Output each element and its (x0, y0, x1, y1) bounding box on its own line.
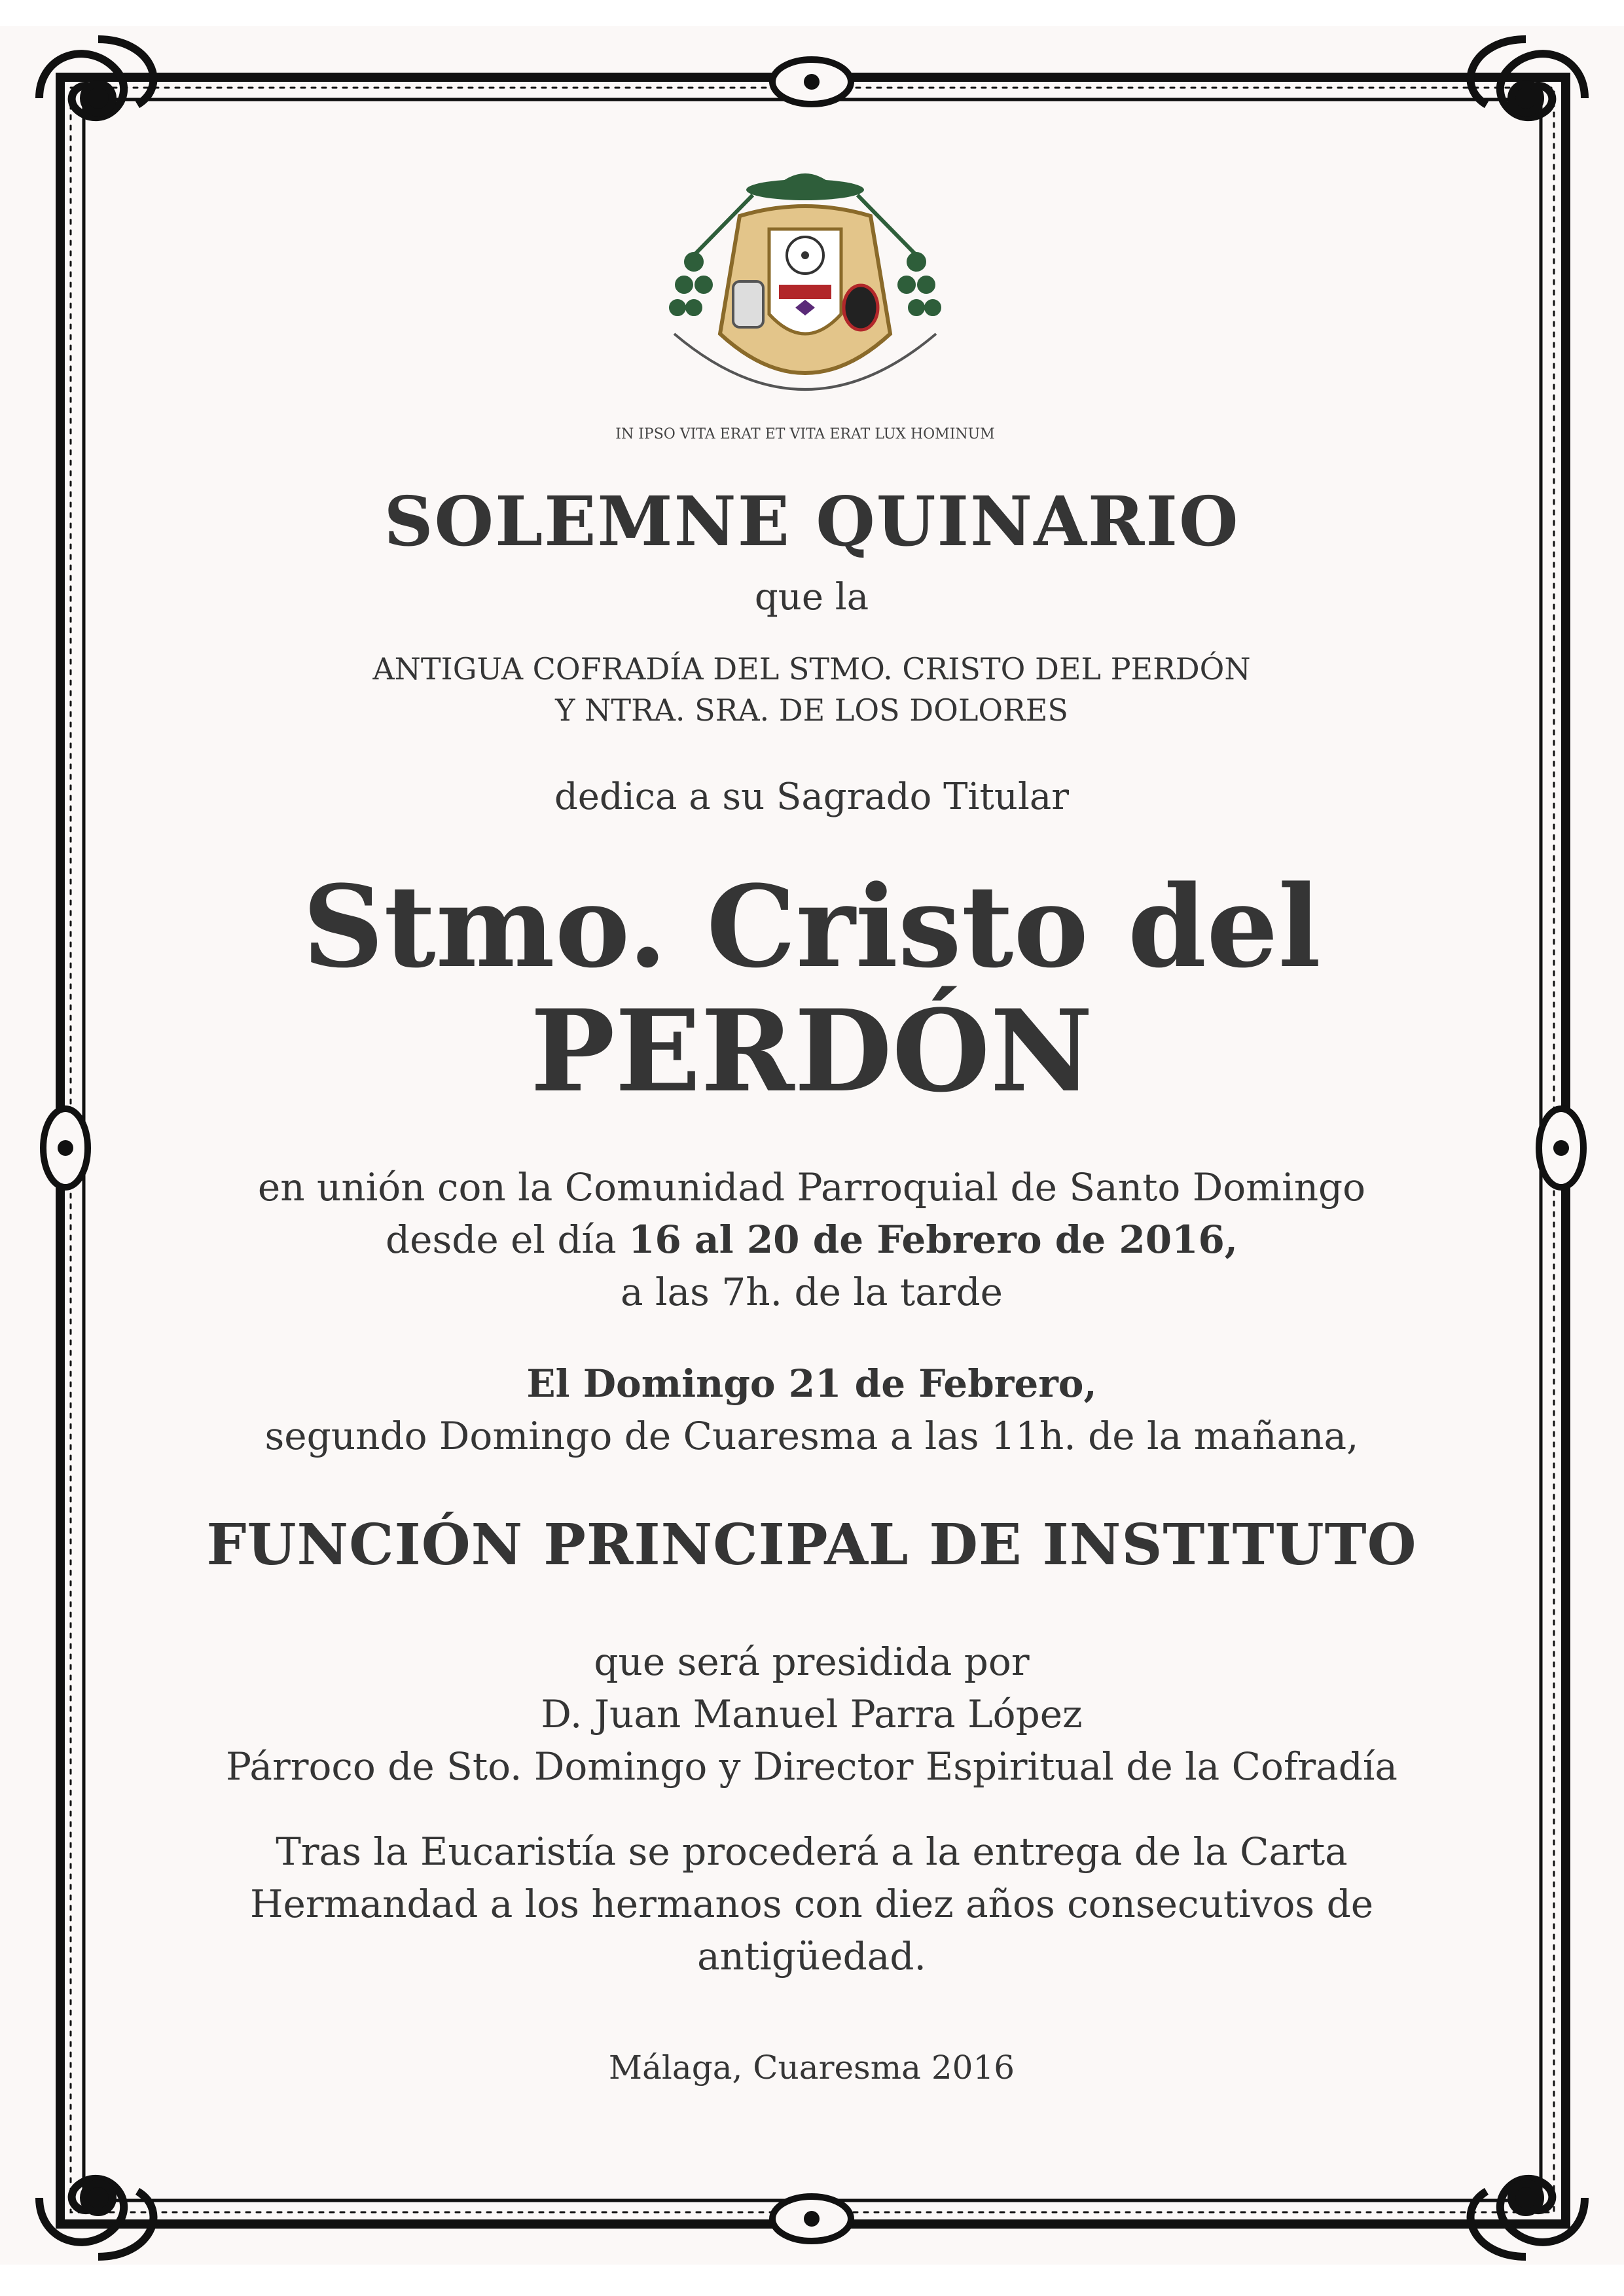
union-line2-prefix: desde el día (386, 1217, 629, 1262)
fecha-lugar: Málaga, Cuaresma 2016 (608, 2049, 1015, 2087)
eucaristia-line2: Hermandad a los hermanos con diez años consecutivos de (249, 1882, 1374, 1926)
union-line1: en unión con la Comunidad Parroquial de Santo Domingo (257, 1165, 1366, 1210)
titular-line2: PERDÓN (530, 984, 1093, 1117)
domingo-date: El Domingo 21 de Febrero, (526, 1361, 1097, 1406)
funcion-heading: FUNCIÓN PRINCIPAL DE INSTITUTO (206, 1512, 1417, 1578)
eucaristia-line3: antigüedad. (697, 1934, 926, 1979)
eucaristia-line1: Tras la Eucaristía se procederá a la entrega de la Carta (276, 1829, 1348, 1874)
cofradia-name-line2: Y NTRA. SRA. DE LOS DOLORES (555, 692, 1068, 728)
cofradia-crest (615, 164, 995, 452)
domingo-detail: segundo Domingo de Cuaresma a las 11h. de la mañana, (264, 1414, 1359, 1458)
union-line3: a las 7h. de la tarde (621, 1270, 1003, 1314)
union-line2 (151, 1217, 1473, 1262)
presidida-line1: que será presidida por (594, 1640, 1030, 1684)
titular-line1: Stmo. Cristo del (302, 860, 1321, 993)
quinario-dates: 16 al 20 de Febrero de 2016, (628, 1217, 1238, 1262)
presidida-line2: D. Juan Manuel Parra López (541, 1692, 1083, 1736)
dedica-text: dedica a su Sagrado Titular (554, 776, 1070, 818)
que-la-text: que la (754, 576, 869, 619)
notice-heading: SOLEMNE QUINARIO (384, 481, 1240, 562)
cofradia-name-line1: ANTIGUA COFRADÍA DEL STMO. CRISTO DEL PERDÓN (372, 651, 1251, 687)
notice-content (151, 164, 1473, 2127)
crest-motto: IN IPSO VITA ERAT ET VITA ERAT LUX HOMINUM (615, 426, 995, 442)
presidida-line3: Párroco de Sto. Domingo y Director Espiritual de la Cofradía (226, 1744, 1398, 1789)
